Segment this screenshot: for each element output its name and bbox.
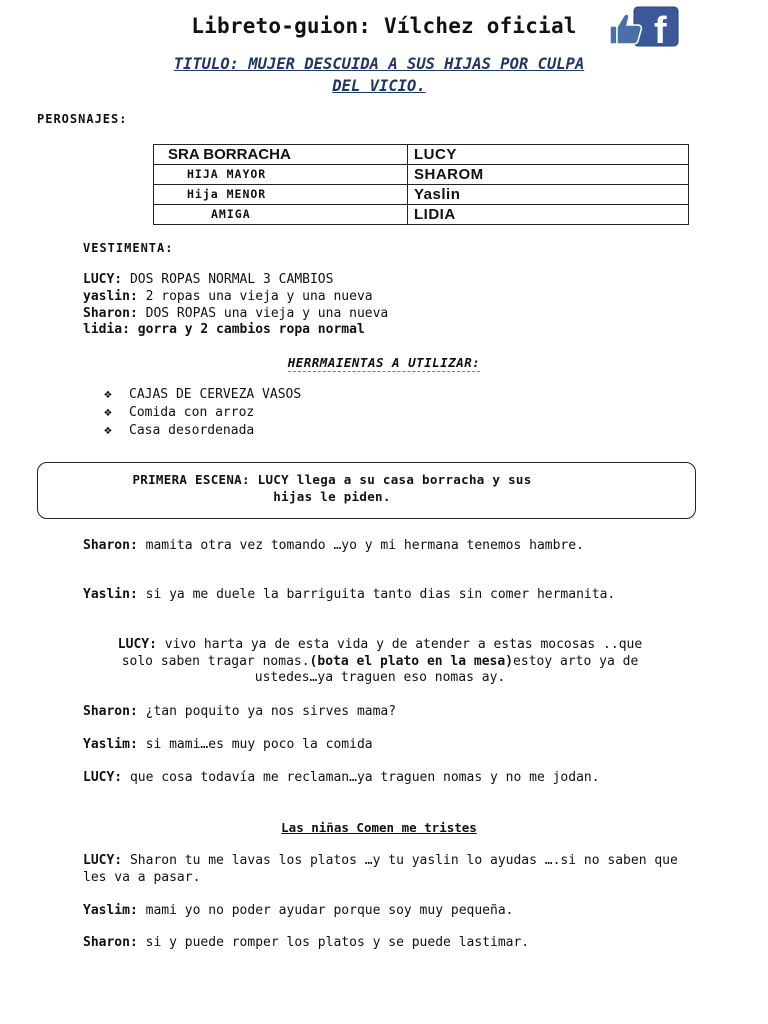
subtitle-line-1: TITULO: MUJER DESCUIDA A SUS HIJAS POR CULPA: [173, 55, 585, 73]
tools-label: HERRMAIENTAS A UTILIZAR:: [287, 355, 481, 370]
speaker: Yaslim:: [83, 737, 138, 752]
actor-cell: LIDIA: [408, 205, 689, 225]
tool-text: CAJAS DE CERVEZA VASOS: [129, 387, 302, 402]
table-row: [154, 185, 689, 205]
dialogue-line: [83, 737, 683, 754]
costume-name: lidia:: [83, 322, 130, 337]
tool-text: Comida con arroz: [129, 405, 255, 420]
costume-name: LUCY:: [83, 272, 123, 287]
costume-text: DOS ROPAS NORMAL 3 CAMBIOS: [122, 272, 334, 287]
list-item: [104, 404, 301, 422]
dialogue-line: [83, 853, 683, 886]
speaker: Sharon:: [83, 935, 138, 950]
costume-name: Sharon:: [83, 306, 138, 321]
characters-table: [153, 144, 689, 225]
speech: ¿tan poquito ya nos sirves mama?: [137, 704, 397, 719]
scene-text-line-1: LUCY llega a su casa borracha y sus: [249, 472, 532, 487]
dialogue-line: [83, 587, 683, 604]
actor-cell: Yaslin: [408, 185, 689, 205]
scene-label: PRIMERA ESCENA:: [132, 472, 250, 487]
speech: mamita otra vez tomando …yo y mi hermana tenemos hambre.: [137, 538, 584, 553]
speaker: LUCY:: [83, 853, 123, 868]
speech: si mami…es muy poco la comida: [137, 737, 373, 752]
speech: que cosa todavía me reclaman…ya traguen nomas y no me jodan.: [122, 770, 600, 785]
list-item: [104, 386, 301, 404]
role-cell: Hija MENOR: [154, 185, 408, 205]
stage-direction-inline: (bota el plato en la mesa): [309, 653, 514, 669]
table-row: [154, 205, 689, 225]
speaker: Sharon:: [83, 704, 138, 719]
speaker: Yaslin:: [83, 587, 138, 602]
costume-line: [83, 322, 683, 337]
costume-text: gorra y 2 cambios ropa normal: [129, 322, 365, 337]
diamond-bullet-icon: ❖: [104, 405, 112, 420]
dialogue-line: [100, 637, 660, 687]
role-cell: AMIGA: [154, 205, 408, 225]
costume-line: [83, 306, 683, 321]
speaker: Yaslim:: [83, 903, 138, 918]
speaker: LUCY:: [83, 770, 123, 785]
costume-text: DOS ROPAS una vieja y una nueva: [137, 306, 389, 321]
speech: si y puede romper los platos y se puede lastimar.: [137, 935, 530, 950]
dialogue-line: [83, 704, 683, 721]
costumes-label: VESTIMENTA:: [83, 241, 174, 255]
subtitle-line-2: DEL VICIO.: [332, 77, 426, 95]
document-title: Libreto-guion: Vílchez oficial: [191, 14, 577, 38]
diamond-bullet-icon: ❖: [104, 387, 112, 402]
speaker: LUCY:: [117, 637, 157, 652]
speaker: Sharon:: [83, 538, 138, 553]
role-cell: HIJA MAYOR: [154, 165, 408, 185]
speech: vivo harta ya de esta vida y de atender a estas mocosas ..que solo saben tragar nomas.: [121, 637, 643, 669]
actor-cell: LUCY: [408, 145, 689, 165]
characters-label: PEROSNAJES:: [37, 112, 128, 126]
costume-name: yaslin:: [83, 289, 138, 304]
svg-text:f: f: [654, 10, 667, 48]
facebook-like-icon: [606, 6, 680, 48]
scene-line-1: [37, 471, 627, 488]
diamond-bullet-icon: ❖: [104, 423, 112, 438]
list-item: [104, 422, 301, 440]
costume-text: 2 ropas una vieja y una nueva: [137, 289, 373, 304]
table-row: [154, 165, 689, 185]
role-cell: SRA BORRACHA: [154, 145, 408, 165]
table-row: [154, 145, 689, 165]
tool-text: Casa desordenada: [129, 423, 255, 438]
speech-continued: estoy arto ya de ustedes…ya traguen eso nomas ay.: [254, 653, 639, 685]
speech: mami yo no poder ayudar porque soy muy pequeña.: [137, 903, 514, 918]
dialogue-line: [83, 903, 683, 920]
scene-heading: [37, 471, 627, 505]
tools-list: [104, 386, 301, 440]
stage-direction: Las niñas Comen me tristes: [281, 820, 477, 835]
dialogue-line: [83, 770, 683, 787]
speech: si ya me duele la barriguita tanto dias sin comer hermanita.: [137, 587, 616, 602]
costume-line: [83, 272, 683, 287]
play-subtitle: [90, 53, 668, 97]
dialogue-line: [83, 935, 683, 952]
tools-heading: [0, 355, 768, 370]
scene-text-line-2: hijas le piden.: [273, 489, 391, 504]
speech: Sharon tu me lavas los platos …y tu yaslin lo ayudas ….si no saben que les va a pasar.: [83, 853, 678, 885]
costume-line: [83, 289, 683, 304]
actor-cell: SHAROM: [408, 165, 689, 185]
dialogue-line: [83, 538, 683, 555]
